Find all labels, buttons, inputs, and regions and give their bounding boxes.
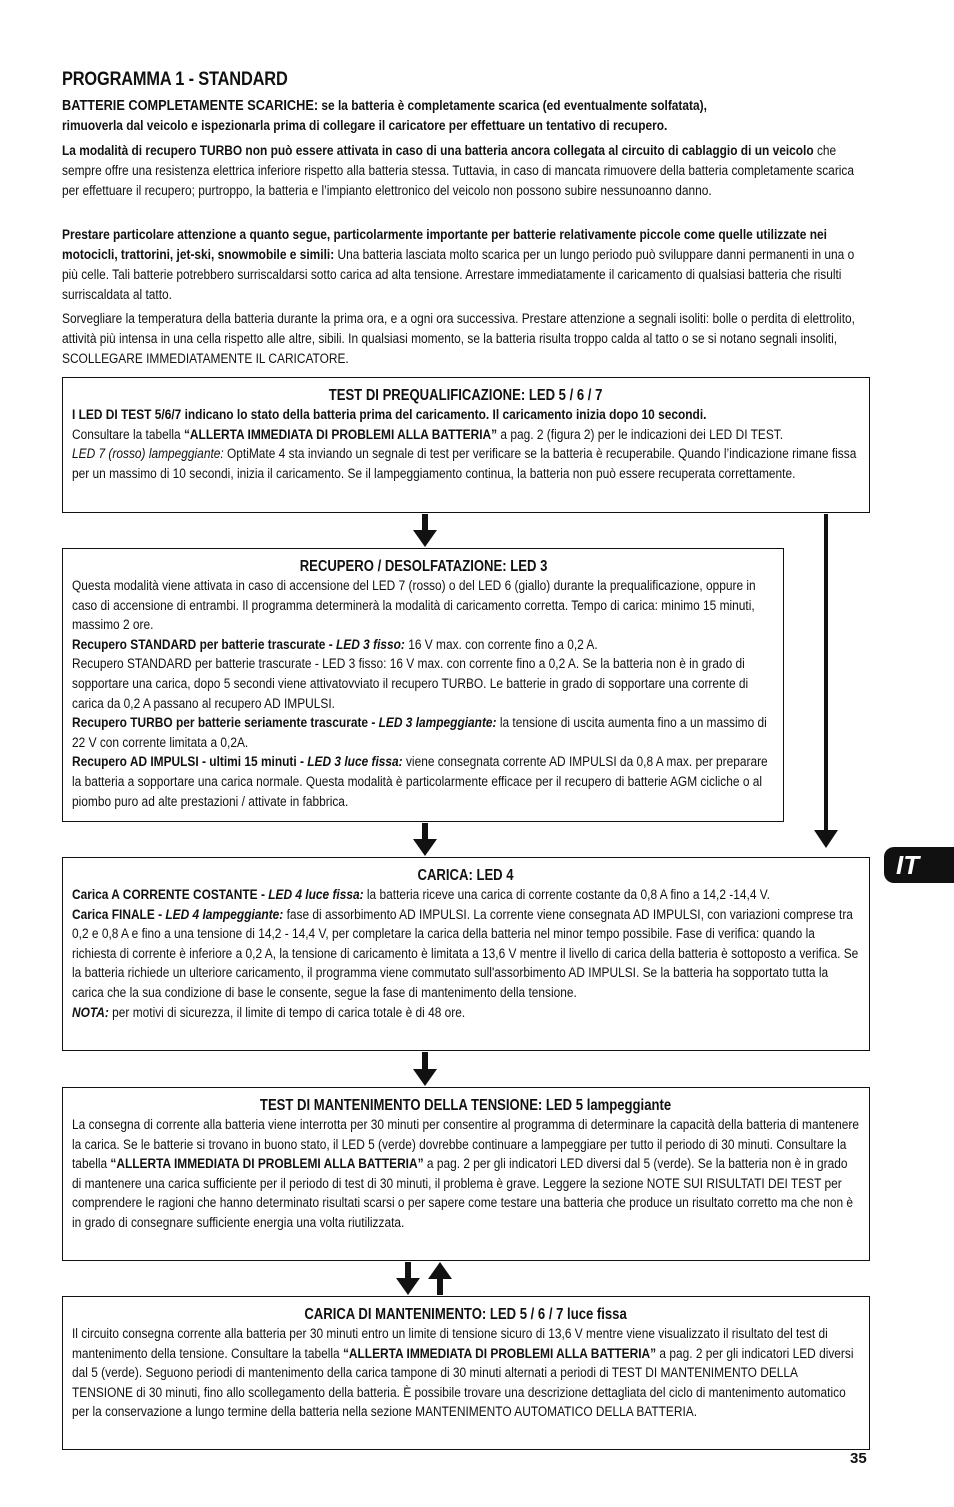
- intro-p3-text: Una batteria lasciata molto scarica per un lungo periodo può sviluppare danni permanenti in una o più celle. Tali batterie potrebbero surriscaldarsi sotto carica ad alta tensione. Arrestare immediatamente il caricamento di qualsiasi batteria che risulti surriscaldata al tatto.: [62, 247, 855, 303]
- intro-heading: BATTERIE COMPLETAMENTE SCARICHE:: [62, 97, 319, 114]
- language-tab: [884, 847, 954, 883]
- box3-final-led: LED 4 lampeggiante:: [165, 906, 284, 923]
- box5-text: Il circuito consegna corrente alla batteria per 30 minuti entro un limite di tensione sicuro di 13,6 V mentre viene visualizzato il risultato del test di mantenimento della tensione. Consultare la tabella: [72, 1326, 828, 1362]
- intro-p1-line2: rimuoverla dal veicolo e ispezionarla prima di collegare il caricatore per effettuare un tentativo di recupero.: [62, 118, 668, 134]
- box2-intro: Questa modalità viene attivata in caso di accensione del LED 7 (rosso) o del LED 6 (giallo) durante la prequalificazione, oppure in caso di accensione di entrambi. Il programma determinerà la modalità di caricamento corretta. Tempo di carica: minimo 15 minuti, massimo 2 ore.: [72, 578, 756, 634]
- box2-standard-led: LED 3 fisso:: [336, 636, 405, 653]
- box5-text-end: a pag. 2 per gli indicatori LED diversi dal 5 (verde). Seguono periodi di mantenimento della carica tampone di 30 minuti alternati a periodi di TEST DI MANTENIMENTO DELLA TENSIONE di 30 minuti, fino allo scollegamento della batteria. È possibile trovare una descrizione dettagliata del ciclo di mantenimento automatico per la conservazione a lungo termine della batteria nella sezione MANTENIMENTO AUTOMATICO DELLA BATTERIA.: [72, 1345, 854, 1421]
- box-voltage-test-title: TEST DI MANTENIMENTO DELLA TENSIONE: LED 5 lampeggiante: [259, 1097, 672, 1114]
- intro-p2-text: che sempre offre una resistenza elettrica inferiore rispetto alla batteria stessa. Tuttavia, in caso di mancata rimuovere della batteria completamente scarica per effettuare il recupero; purtroppo, la batteria e l’impianto elettronico del veicolo non possono subire nessunoanno danno.: [62, 143, 855, 199]
- box2-turbo-text: la tensione di uscita aumenta fino a un massimo di 22 V con corrente limitata a 0,2A.: [72, 715, 767, 751]
- box2-pulse-label: Recupero AD IMPULSI - ultimi 15 minuti -: [72, 754, 308, 771]
- box-maintenance-title: CARICA DI MANTENIMENTO: LED 5 / 6 / 7 luce fissa: [304, 1306, 627, 1323]
- language-tab-label: IT: [896, 850, 920, 880]
- box1-line1: I LED DI TEST 5/6/7 indicano lo stato della batteria prima del caricamento. Il caricamento inizia dopo 10 secondi.: [72, 407, 707, 423]
- box5-table-ref: “ALLERTA IMMEDIATA DI PROBLEMI ALLA BATTERIA”: [342, 1345, 657, 1362]
- box2-turbo-label: Recupero TURBO per batterie seriamente trascurate -: [72, 715, 379, 732]
- box1-table-ref: “ALLERTA IMMEDIATA DI PROBLEMI ALLA BATTERIA”: [183, 426, 498, 443]
- arrow-up-4: [428, 1262, 452, 1295]
- box2-pulse-led: LED 3 luce fissa:: [307, 754, 403, 771]
- arrow-down-1: [413, 514, 437, 547]
- intro-p4-text: Sorvegliare la temperatura della batteria durante la prima ora, e a ogni ora successiva. Prestare attenzione a segnali isoliti: bolle o perdita di elettrolito, attività più intensa in una cella rispetto alle altre, sibili. In qualsiasi momento, se la batteria risulta troppo calda al tatto o se si notano segnali insoliti, SCOLLEGARE IMMEDIATAMENTE IL CARICATORE.: [62, 311, 855, 367]
- box2-turbo-led: LED 3 lampeggiante:: [378, 715, 497, 732]
- box2-pulse-text: viene consegnata corrente AD IMPULSI da 0,8 A max. per preparare la batteria a sopportare una carica normale. Questa modalità è particolarmente efficace per il recupero di batterie AGM cicliche o al piombo puro ad alte prestazioni / attivate in fabbrica.: [72, 754, 768, 810]
- page-title: PROGRAMMA 1 - STANDARD: [62, 68, 288, 90]
- arrow-down-3: [413, 1052, 437, 1086]
- box1-led7-label: LED 7 (rosso) lampeggiante:: [72, 446, 224, 463]
- page-number: 35: [850, 1450, 867, 1467]
- box4-text: La consegna di corrente alla batteria viene interrotta per 30 minuti per consentire al programma di determinare la capacità della batteria di mantenere la carica. Se le batterie si trovano in buono stato, il LED 5 (verde) dovrebbe continuare a lampeggiare per tutto il periodo di 30 minuti. Consultare la tabella: [72, 1117, 860, 1173]
- box2-standard-label: Recupero STANDARD per batterie trascurate -: [72, 636, 337, 653]
- box1-line2-end: a pag. 2 (figura 2) per le indicazioni dei LED DI TEST.: [497, 426, 784, 443]
- box2-standard-text: 16 V max. con corrente fino a 0,2 A.: [404, 636, 598, 653]
- box-charge-title: CARICA: LED 4: [417, 867, 514, 884]
- arrow-down-2: [413, 823, 437, 856]
- box-prequalification-title: TEST DI PREQUALIFICAZIONE: LED 5 / 6 / 7: [328, 387, 603, 404]
- intro-p1-text: se la batteria è completamente scarica (ed eventualmente solfatata),: [318, 98, 707, 114]
- intro-p3-bold: Prestare particolare attenzione a quanto segue, particolarmente importante per batterie relativamente piccole come quelle utilizzate nei motocicli, trattorini, jet-ski, snowmobile e simili:: [62, 227, 827, 263]
- box3-note-text: per motivi di sicurezza, il limite di tempo di carica totale è di 48 ore.: [108, 1004, 466, 1021]
- box2-standard-detail: Recupero STANDARD per batterie trascurate - LED 3 fisso: 16 V max. con corrente fino a 0,2 A. Se la batteria non è in grado di sopportare una carica, dopo 5 secondi viene attivatovviato il recupero TURBO. Le batterie in grado di sopportare una corrente di carica da 0,2 A passano al recupero AD IMPULSI.: [72, 656, 749, 712]
- box3-final-label: Carica FINALE -: [72, 906, 166, 923]
- arrow-down-skip: [814, 514, 838, 848]
- box-recovery-title: RECUPERO / DESOLFATAZIONE: LED 3: [299, 558, 548, 575]
- box3-note-label: NOTA:: [72, 1004, 109, 1021]
- arrow-down-4: [396, 1262, 420, 1295]
- box3-constant-led: LED 4 luce fissa:: [268, 887, 364, 903]
- box4-table-ref: “ALLERTA IMMEDIATA DI PROBLEMI ALLA BATTERIA”: [110, 1156, 424, 1173]
- box1-line2-text: Consultare la tabella: [72, 426, 184, 443]
- box3-constant-label: Carica A CORRENTE COSTANTE -: [72, 887, 269, 903]
- box4-text-end: a pag. 2 per gli indicatori LED diversi dal 5 (verde). Se la batteria non è in grado di mantenere una carica sufficiente per il periodo di test di 30 minuti, il problema è grave. Leggere la sezione NOTE SUI RISULTATI DEI TEST per comprendere le ragioni che hanno determinato risultati scarsi o per sapere come testare una batteria che produce un risultato corretto ma che non è in grado di consegnare sufficiente energia una volta riutilizzata.: [72, 1156, 854, 1231]
- box3-constant-text: la batteria riceve una carica di corrente costante da 0,8 A fino a 14,2 -14,4 V.: [363, 887, 770, 903]
- box3-final-text: fase di assorbimento AD IMPULSI. La corrente viene consegnata AD IMPULSI, con variazioni comprese tra 0,2 e 0,8 A e fino a una tensione di 14,2 - 14,4 V, per completare la carica della batteria nel minor tempo possibile. Fase di verifica: quando la richiesta di corrente è inferiore a 0,2 A, la tensione di caricamento è limitata a 13,6 V mentre il livello di carica della batteria è sottoposto a verifica. Se la batteria richiede un ulteriore caricamento, il programma viene commutato sull'assorbimento AD IMPULSI. Se la batteria ha sopportato tutta la carica che la sua condizione di base le consente, segue la fase di mantenimento della tensione.: [72, 906, 859, 1001]
- intro-p2-bold: La modalità di recupero TURBO non può essere attivata in caso di una batteria ancora collegata al circuito di cablaggio di un veicolo: [62, 143, 814, 159]
- box1-led7-text: OptiMate 4 sta inviando un segnale di test per verificare se la batteria è recuperabile. Quando l’indicazione rimane fissa per un massimo di 10 secondi, inizia il caricamento. Se il lampeggiamento continua, la batteria non può essere recuperata correttamente.: [72, 446, 857, 482]
